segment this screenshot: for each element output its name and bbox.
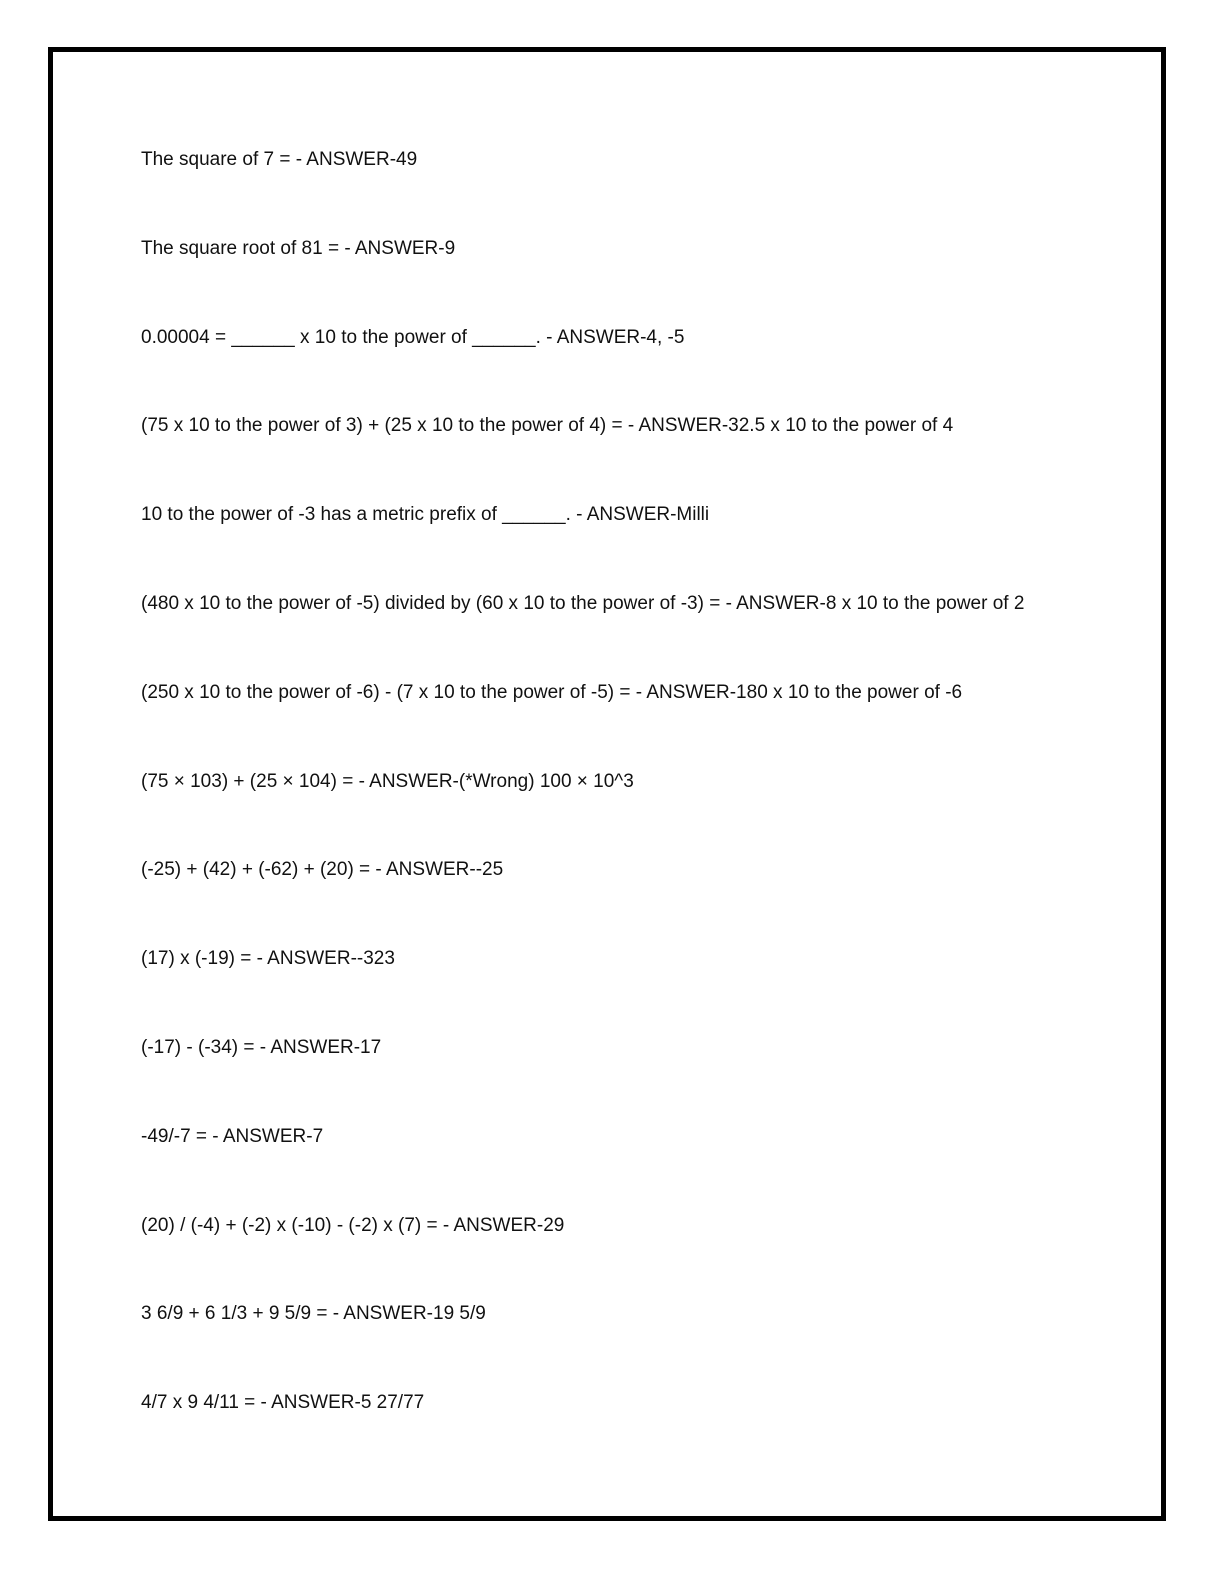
qa-item: (-17) - (-34) = - ANSWER-17 xyxy=(141,1036,382,1058)
qa-item: (75 × 103) + (25 × 104) = - ANSWER-(*Wrong) 100 × 10^3 xyxy=(141,770,634,792)
qa-item: The square root of 81 = - ANSWER-9 xyxy=(141,237,456,259)
qa-item: 3 6/9 + 6 1/3 + 9 5/9 = - ANSWER-19 5/9 xyxy=(141,1303,486,1325)
qa-item: (-25) + (42) + (-62) + (20) = - ANSWER--25 xyxy=(141,859,504,881)
qa-item: (75 x 10 to the power of 3) + (25 x 10 to the power of 4) = - ANSWER-32.5 x 10 to the power of 4 xyxy=(141,415,954,437)
question-answer-list xyxy=(141,148,1024,1480)
qa-item: 0.00004 = ______ x 10 to the power of ______. - ANSWER-4, -5 xyxy=(141,326,685,348)
qa-item: (17) x (-19) = - ANSWER--323 xyxy=(141,948,395,970)
qa-item: -49/-7 = - ANSWER-7 xyxy=(141,1125,324,1147)
qa-item: (480 x 10 to the power of -5) divided by (60 x 10 to the power of -3) = - ANSWER-8 x 10 to the power of 2 xyxy=(141,592,1025,614)
qa-item: The square of 7 = - ANSWER-49 xyxy=(141,149,418,170)
qa-item: (20) / (-4) + (-2) x (-10) - (-2) x (7) = - ANSWER-29 xyxy=(141,1214,565,1236)
qa-item: 4/7 x 9 4/11 = - ANSWER-5 27/77 xyxy=(141,1392,425,1414)
qa-item: (250 x 10 to the power of -6) - (7 x 10 to the power of -5) = - ANSWER-180 x 10 to the power of -6 xyxy=(141,681,963,703)
qa-item: 10 to the power of -3 has a metric prefix of ______. - ANSWER-Milli xyxy=(141,504,710,526)
